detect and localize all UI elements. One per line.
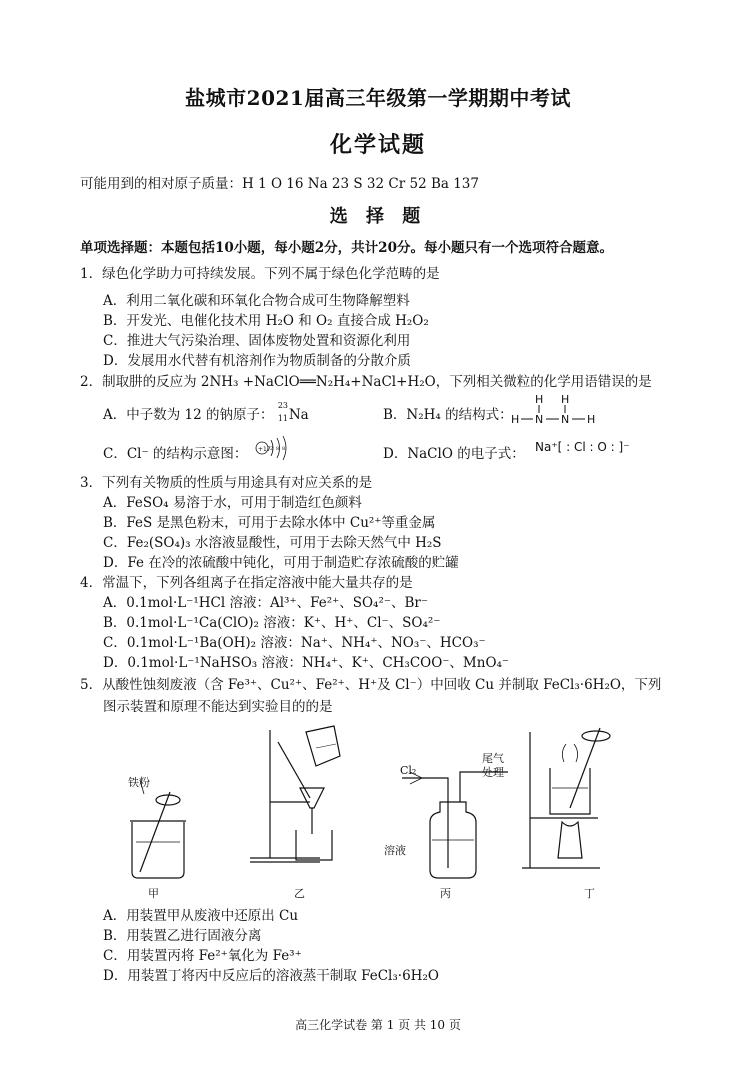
q2-option-c: C．Cl⁻ 的结构示意图： — [103, 446, 248, 462]
label-jia: 甲 — [148, 887, 159, 900]
apparatus-yi — [250, 726, 340, 862]
mass-number: 23 — [277, 400, 288, 410]
q1-stem: 1．绿色化学助力可持续发展。下列不属于绿色化学范畴的是 — [80, 266, 440, 282]
svg-text:8: 8 — [282, 446, 286, 452]
q5-stem-line2: 图示装置和原理不能达到实验目的的是 — [103, 699, 333, 715]
q4-option-b: B．0.1mol·L⁻¹Ca(ClO)₂ 溶液：K⁺、H⁺、Cl⁻、SO₄²⁻ — [103, 615, 441, 631]
q5-option-c: C．用装置丙将 Fe²⁺氧化为 Fe³⁺ — [103, 948, 302, 964]
q5-option-d: D．用装置丁将丙中反应后的溶液蒸干制取 FeCl₃·6H₂O — [103, 968, 439, 984]
q1-option-d: D．发展用水代替有机溶剂作为物质制备的分散介质 — [103, 353, 411, 369]
q4-stem: 4．常温下，下列各组离子在指定溶液中能大量共存的是 — [80, 575, 413, 591]
chloride-ion-diagram — [250, 434, 294, 462]
label-iron-powder: 铁粉 — [128, 776, 150, 789]
n-atom: N — [535, 413, 544, 426]
q3-option-b: B．FeS 是黑色粉末，可用于去除水体中 Cu²⁺等重金属 — [103, 515, 436, 531]
q2-option-b: B．N₂H₄ 的结构式： — [383, 407, 513, 423]
q5-option-a: A．用装置甲从废液中还原出 Cu — [103, 908, 299, 924]
q5-option-b: B．用装置乙进行固液分离 — [103, 928, 262, 944]
q4-option-c: C．0.1mol·L⁻¹Ba(OH)₂ 溶液：Na⁺、NH₄⁺、NO₃⁻、HCO₃⁻ — [103, 635, 486, 651]
exam-title: 盐城市2021届高三年级第一学期期中考试 — [185, 86, 571, 110]
label-cl2: Cl₂ — [400, 764, 417, 777]
q3-option-d: D．Fe 在冷的浓硫酸中钝化，可用于制造贮存浓硫酸的贮罐 — [103, 555, 459, 571]
apparatus-jia — [130, 780, 186, 878]
label-ding: 丁 — [584, 887, 595, 900]
label-exhaust-2: 处理 — [482, 766, 504, 779]
page-footer: 高三化学试卷 第 1 页 共 10 页 — [295, 1018, 461, 1032]
h-atom: H — [535, 393, 544, 406]
n-atom: N — [561, 413, 570, 426]
atomic-masses: 可能用到的相对原子质量：H 1 O 16 Na 23 S 32 Cr 52 Ba 137 — [80, 176, 479, 192]
apparatus-bing — [402, 772, 508, 878]
svg-text:2: 2 — [270, 446, 274, 452]
q3-option-c: C．Fe₂(SO₄)₃ 水溶液显酸性，可用于去除天然气中 H₂S — [103, 535, 442, 551]
h-atom: H — [511, 413, 520, 426]
q1-option-b: B．开发光、电催化技术用 H₂O 和 O₂ 直接合成 H₂O₂ — [103, 313, 429, 329]
q2-option-d: D．NaClO 的电子式： — [383, 446, 525, 462]
naclo-electron-formula: Na⁺[ : Cl : O : ]⁻ — [535, 440, 630, 454]
q2-stem: 2．制取肼的反应为 2NH₃ +NaClO══N₂H₄+NaCl+H₂O，下列相关微粒的化学用语错误的是 — [80, 374, 652, 390]
q2-option-a-text: A．中子数为 12 的钠原子： — [103, 407, 274, 423]
label-exhaust-1: 尾气 — [482, 752, 504, 765]
svg-text:8: 8 — [276, 446, 280, 452]
label-bing: 丙 — [440, 887, 451, 900]
subject-title: 化学试题 — [329, 132, 426, 158]
hydrazine-structure — [505, 393, 615, 433]
q2-option-a — [103, 400, 309, 425]
q5-apparatus-figure — [110, 722, 650, 902]
label-yi: 乙 — [294, 887, 305, 900]
q5-stem-line1: 5．从酸性蚀刻废液（含 Fe³⁺、Cu²⁺、Fe²⁺、H⁺及 Cl⁻）中回收 Cu 并制取 FeCl₃·6H₂O，下列 — [80, 677, 662, 693]
q4-option-d: D．0.1mol·L⁻¹NaHSO₃ 溶液：NH₄⁺、K⁺、CH₃COO⁻、MnO₄⁻ — [103, 655, 510, 671]
q1-option-c: C．推进大气污染治理、固体废物处置和资源化利用 — [103, 333, 411, 349]
h-atom: H — [561, 393, 570, 406]
q1-option-a: A．利用二氧化碳和环氧化合物合成可生物降解塑料 — [103, 293, 410, 309]
q4-option-a: A．0.1mol·L⁻¹HCl 溶液：Al³⁺、Fe²⁺、SO₄²⁻、Br⁻ — [103, 595, 428, 611]
section-title: 选 择 题 — [329, 206, 427, 227]
svg-text:+17: +17 — [258, 446, 271, 453]
label-solution: 溶液 — [384, 844, 406, 857]
sodium-symbol: Na — [288, 406, 309, 423]
atomic-number: 11 — [277, 413, 288, 423]
apparatus-ding — [522, 728, 610, 868]
h-atom: H — [587, 413, 596, 426]
section-instructions: 单项选择题：本题包括10小题，每小题2分，共计20分。每小题只有一个选项符合题意。 — [80, 240, 613, 256]
sodium-nuclide — [277, 400, 309, 425]
q3-option-a: A．FeSO₄ 易溶于水，可用于制造红色颜料 — [103, 495, 362, 511]
q3-stem: 3．下列有关物质的性质与用途具有对应关系的是 — [80, 475, 373, 491]
